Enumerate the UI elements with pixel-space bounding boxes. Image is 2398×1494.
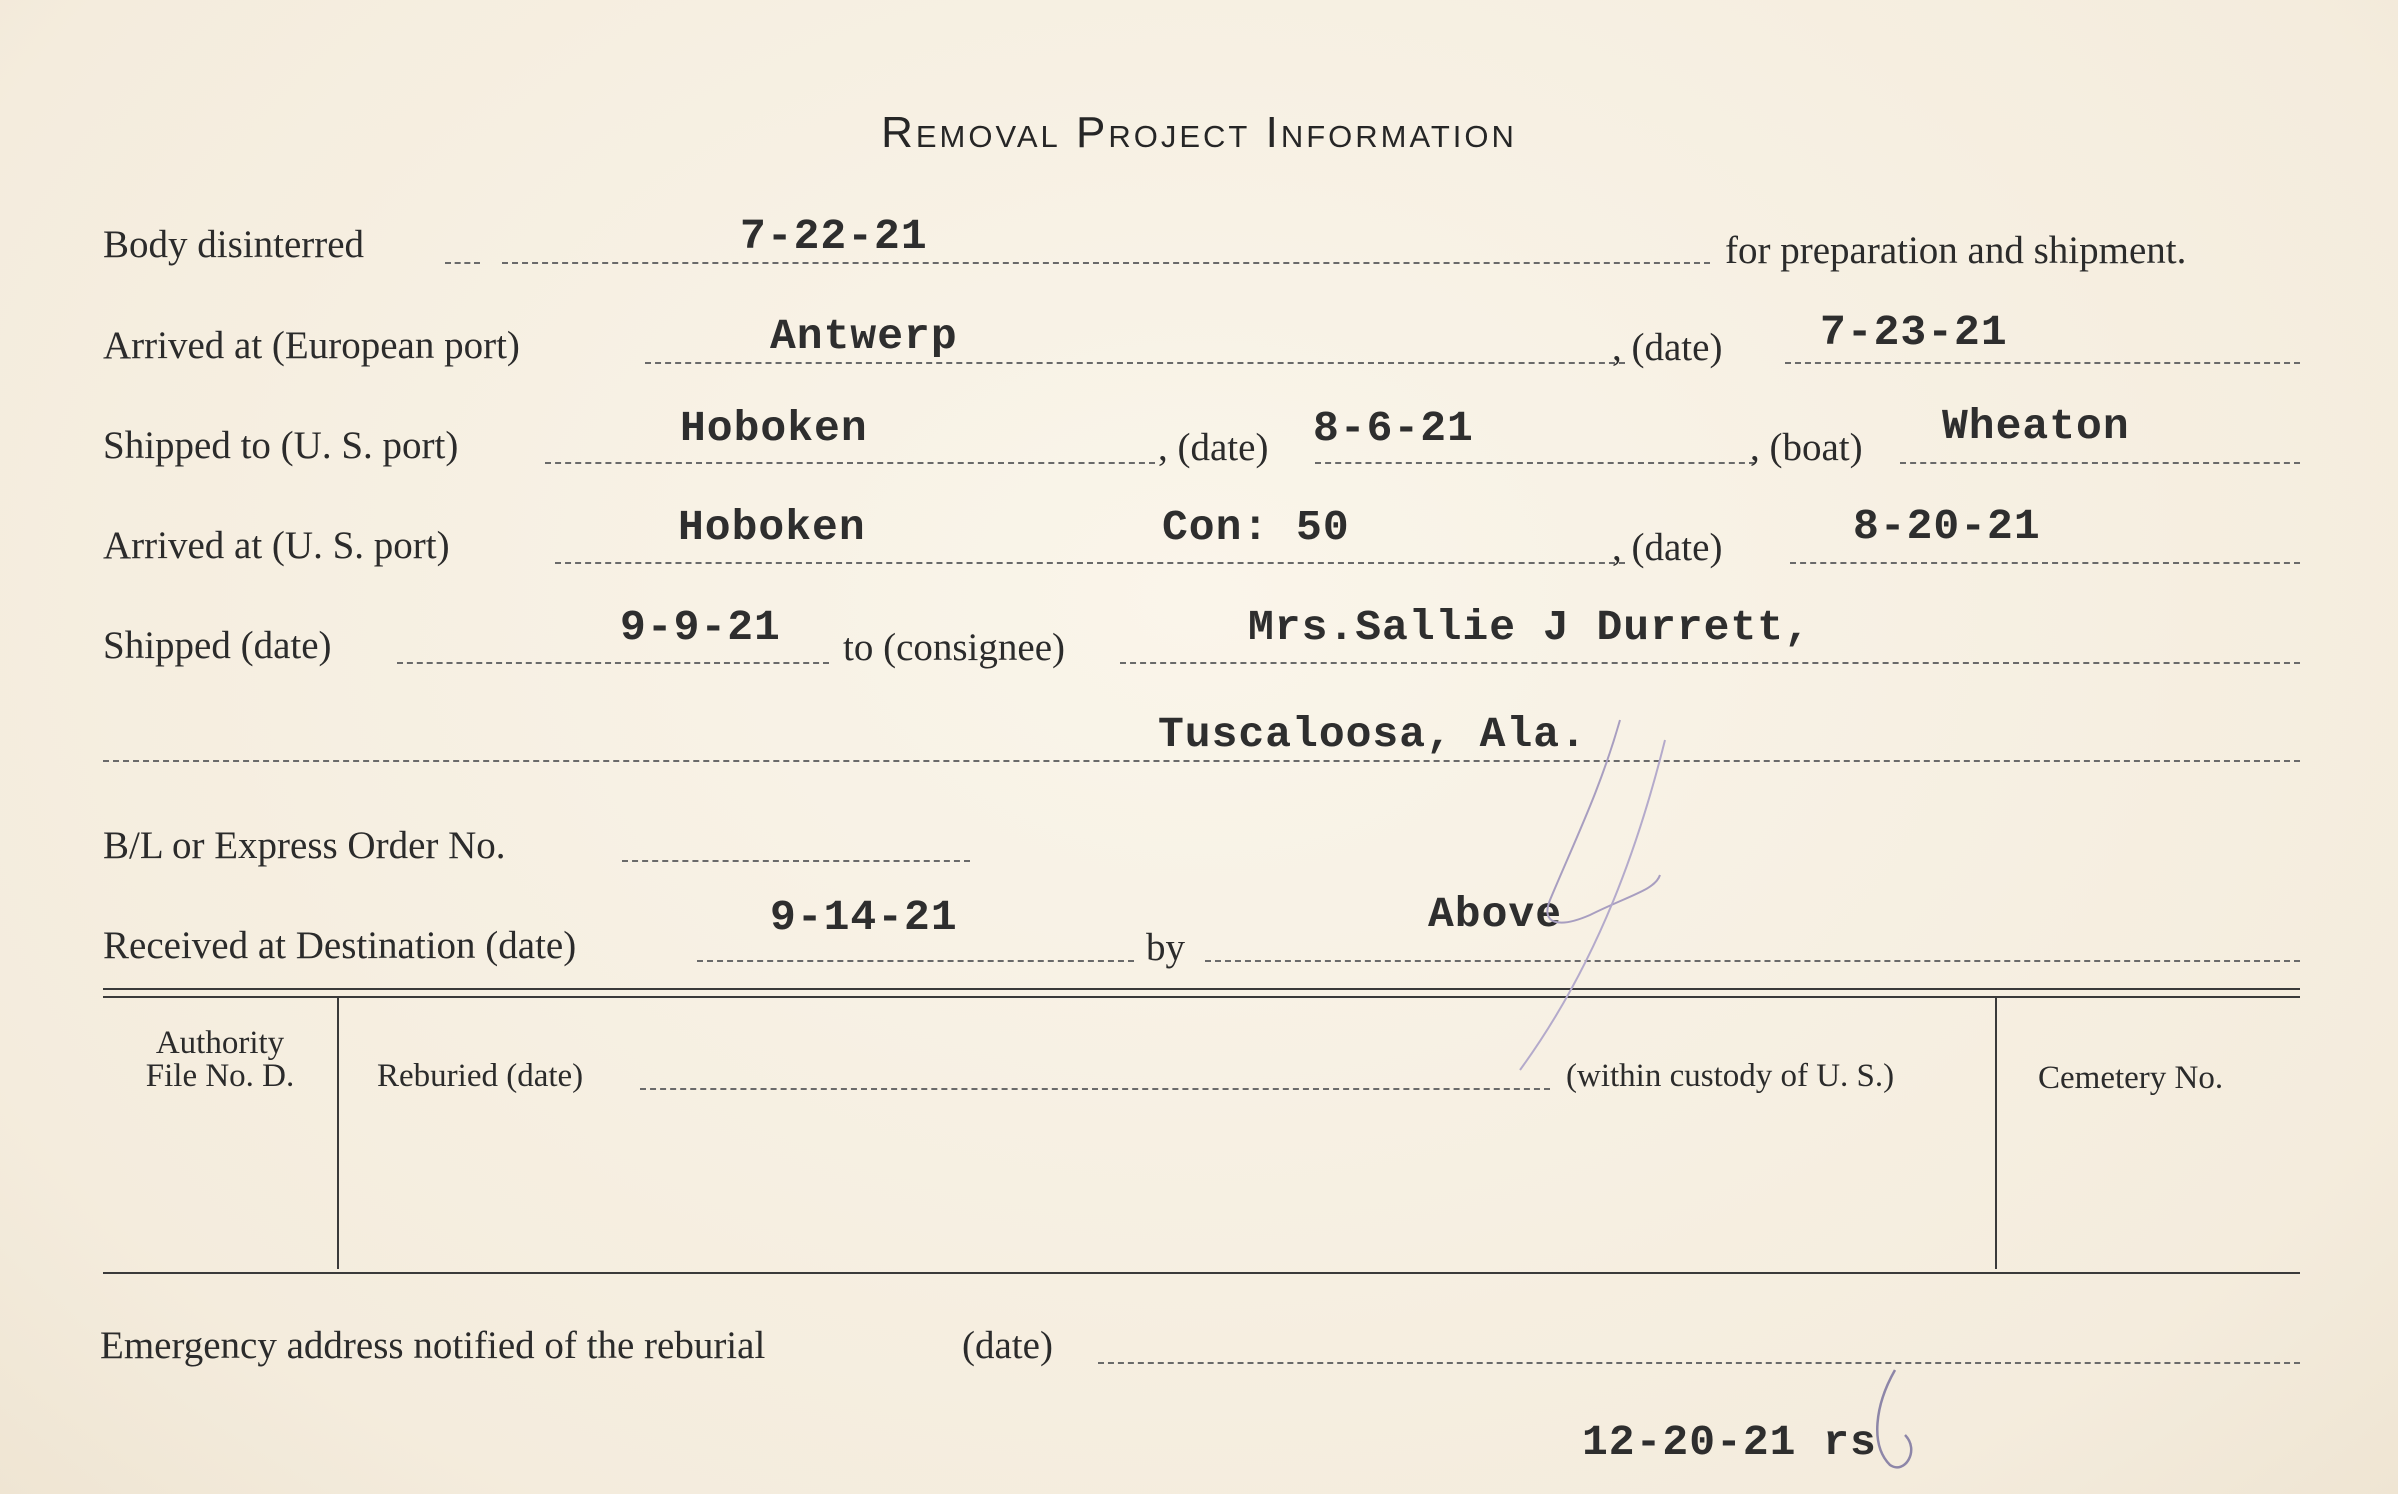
shipped-date-label: Shipped (date) xyxy=(103,624,332,667)
reburied-label: Reburied (date) xyxy=(377,1058,584,1094)
arrived-us-port-value: Hoboken xyxy=(678,503,866,552)
custody-label: (within custody of U. S.) xyxy=(1566,1058,1895,1094)
dotted-line xyxy=(1098,1362,2300,1364)
body-disinterred-value: 7-22-21 xyxy=(740,212,928,261)
file-no-label: File No. D. xyxy=(145,1058,295,1094)
dotted-line xyxy=(502,262,1710,264)
arrived-european-port: Antwerp xyxy=(770,312,958,361)
arrived-us-port-date: 8-20-21 xyxy=(1853,502,2041,551)
dotted-line xyxy=(445,262,480,264)
table-top-rule xyxy=(103,988,2300,990)
table-divider xyxy=(337,996,339,1269)
arrived-us-port-label: Arrived at (U. S. port) xyxy=(103,524,450,567)
dotted-line xyxy=(1315,462,1755,464)
shipped-date-value: 9-9-21 xyxy=(620,603,781,652)
consignee-label: to (consignee) xyxy=(843,626,1066,669)
body-disinterred-suffix: for preparation and shipment. xyxy=(1725,229,2187,272)
received-destination-label: Received at Destination (date) xyxy=(103,924,577,967)
shipped-us-port-value: Hoboken xyxy=(680,404,868,453)
consignee-address: Tuscaloosa, Ala. xyxy=(1158,710,1587,759)
dotted-line xyxy=(640,1088,1550,1090)
emergency-date-label: (date) xyxy=(962,1324,1053,1367)
emergency-label: Emergency address notified of the reburial xyxy=(100,1324,766,1367)
dotted-line xyxy=(103,760,2300,762)
body-disinterred-label: Body disinterred xyxy=(103,223,365,266)
shipped-us-port-date: 8-6-21 xyxy=(1313,404,1474,453)
emergency-stamp: 12-20-21 rs xyxy=(1582,1418,1877,1467)
dotted-line xyxy=(1205,960,2300,962)
dotted-line xyxy=(697,960,1134,962)
card-title: Removal Project Information xyxy=(881,108,1517,157)
arrived-us-port-con: Con: 50 xyxy=(1162,503,1350,552)
arrived-us-port-date-label: , (date) xyxy=(1612,526,1723,569)
received-destination-date: 9-14-21 xyxy=(770,893,958,942)
consignee-name: Mrs.Sallie J Durrett, xyxy=(1248,603,1811,652)
arrived-european-date-label: , (date) xyxy=(1612,326,1723,369)
initial-mark xyxy=(1865,1365,1925,1475)
cemetery-no-label: Cemetery No. xyxy=(2038,1060,2224,1096)
dotted-line xyxy=(1120,662,2300,664)
pencil-mark xyxy=(1480,700,1690,1080)
dotted-line xyxy=(622,860,970,862)
dotted-line xyxy=(1790,562,2300,564)
dotted-line xyxy=(545,462,1155,464)
shipped-us-port-date-label: , (date) xyxy=(1158,426,1269,469)
dotted-line xyxy=(645,362,1625,364)
received-by-value: Above xyxy=(1428,890,1563,939)
dotted-line xyxy=(397,662,829,664)
received-by-label: by xyxy=(1146,926,1185,969)
table-top-rule-inner xyxy=(103,996,2300,998)
table-bottom-rule xyxy=(103,1272,2300,1274)
bl-order-label: B/L or Express Order No. xyxy=(103,824,506,867)
shipped-us-port-label: Shipped to (U. S. port) xyxy=(103,424,459,467)
dotted-line xyxy=(555,562,1625,564)
authority-label: Authority xyxy=(155,1025,285,1061)
dotted-line xyxy=(1785,362,2300,364)
arrived-european-label: Arrived at (European port) xyxy=(103,324,520,367)
shipped-us-port-boat: Wheaton xyxy=(1942,402,2130,451)
table-divider xyxy=(1995,996,1997,1269)
shipped-us-port-boat-label: , (boat) xyxy=(1750,426,1863,469)
arrived-european-date: 7-23-21 xyxy=(1820,308,2008,357)
dotted-line xyxy=(1900,462,2300,464)
